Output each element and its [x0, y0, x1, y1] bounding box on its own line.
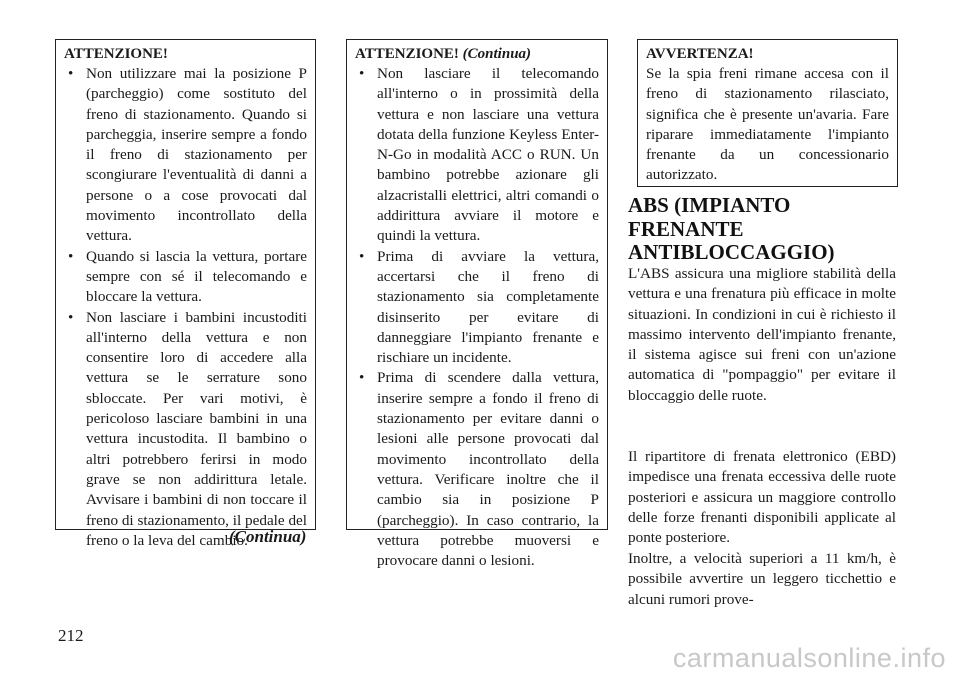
list-item: • Prima di scendere dalla vettura, inserire sempre a fondo il freno di stazionamento per evitare danni o lesioni alle persone provocati dal movimento incontrollato della vettura. Verificare inoltre che il cambio sia in posizione P (parcheggio). In caso contrario, la vettura potrebbe muoversi e provocare danni o lesioni. — [355, 368, 599, 571]
warning-box-2 — [346, 39, 608, 570]
list-item: • Non utilizzare mai la posizione P (parcheggio) come sostituto del freno di stazionamento. Quando si parcheggia, inserire sempre a fondo il freno di stazionamento per scongiurare l'eventualità di danni a persone o a cose provocati dal movimento incontrollato della vettura. — [64, 64, 307, 247]
warning-header-continued: (Continua) — [462, 46, 532, 62]
warning-header: ATTENZIONE! — [64, 46, 168, 62]
paragraph: Il ripartitore di frenata elettronico (EBD) impedisce una frenata eccessiva delle ruote posteriori e assicura un maggiore controllo delle forze frenanti disponibili applicate al ponte posteriore. — [628, 448, 896, 547]
list-item: • Prima di avviare la vettura, accertarsi che il freno di stazionamento sia completamente disinserito per evitare di danneggiare l'impianto frenante e rischiare un incidente. — [355, 247, 599, 369]
paragraph: L'ABS assicura una migliore stabilità della vettura e una frenatura più efficace in molte situazioni. In condizioni in cui è richiesto il massimo intervento dell'impianto frenante, il sistema agisce sui freni con un'azione automatica di "pompaggio" per evitare il bloccaggio delle ruote. — [628, 265, 896, 404]
list-item: • Non lasciare i bambini incustoditi all'interno della vettura e non consentire loro di accedere alla vettura se le serrature sono sbloccate. Per vari motivi, è pericoloso lasciare bambini in una vettura incustodita. Il bambino o altri potrebbero ferirsi in modo grave se non addirittura letale. Avvisare i bambini di non toccare il freno di stazionamento, il pedale del freno o la leva del cambio. — [64, 308, 307, 552]
section-title: ABS (IMPIANTO FRENANTE ANTIBLOCCAGGIO) — [628, 193, 835, 264]
caution-text: Se la spia freni rimane accesa con il freno di stazionamento rilasciato, significa che è presente un'avaria. Fare riparare immediatamente l'impianto frenante da un concessionario autorizzato. — [646, 65, 889, 184]
page-number: 212 — [58, 626, 84, 645]
list-item: • Non lasciare il telecomando all'interno o in prossimità della vettura e non lasciare una vettura dotata della funzione Keyless Enter-N-Go in modalità ACC o RUN. Un bambino potrebbe azionare gli alzacristalli elettrici, altri comandi o addirittura avviare il motore e quindi la vettura. — [355, 64, 599, 247]
caution-box — [637, 39, 898, 187]
watermark: carmanualsonline.info — [672, 643, 946, 673]
continued-label: (Continua) — [229, 527, 307, 546]
warning-header — [355, 44, 599, 64]
caution-header: AVVERTENZA! — [646, 46, 754, 62]
warning-list — [355, 64, 599, 571]
warning-list — [64, 64, 307, 551]
list-item: • Quando si lascia la vettura, portare sempre con sé il telecomando e bloccare la vettura. — [64, 247, 307, 308]
paragraph: Inoltre, a velocità superiori a 11 km/h, è possibile avvertire un leggero ticchettio e alcuni rumori prove- — [628, 550, 896, 608]
warning-header-title: ATTENZIONE! — [355, 46, 459, 62]
